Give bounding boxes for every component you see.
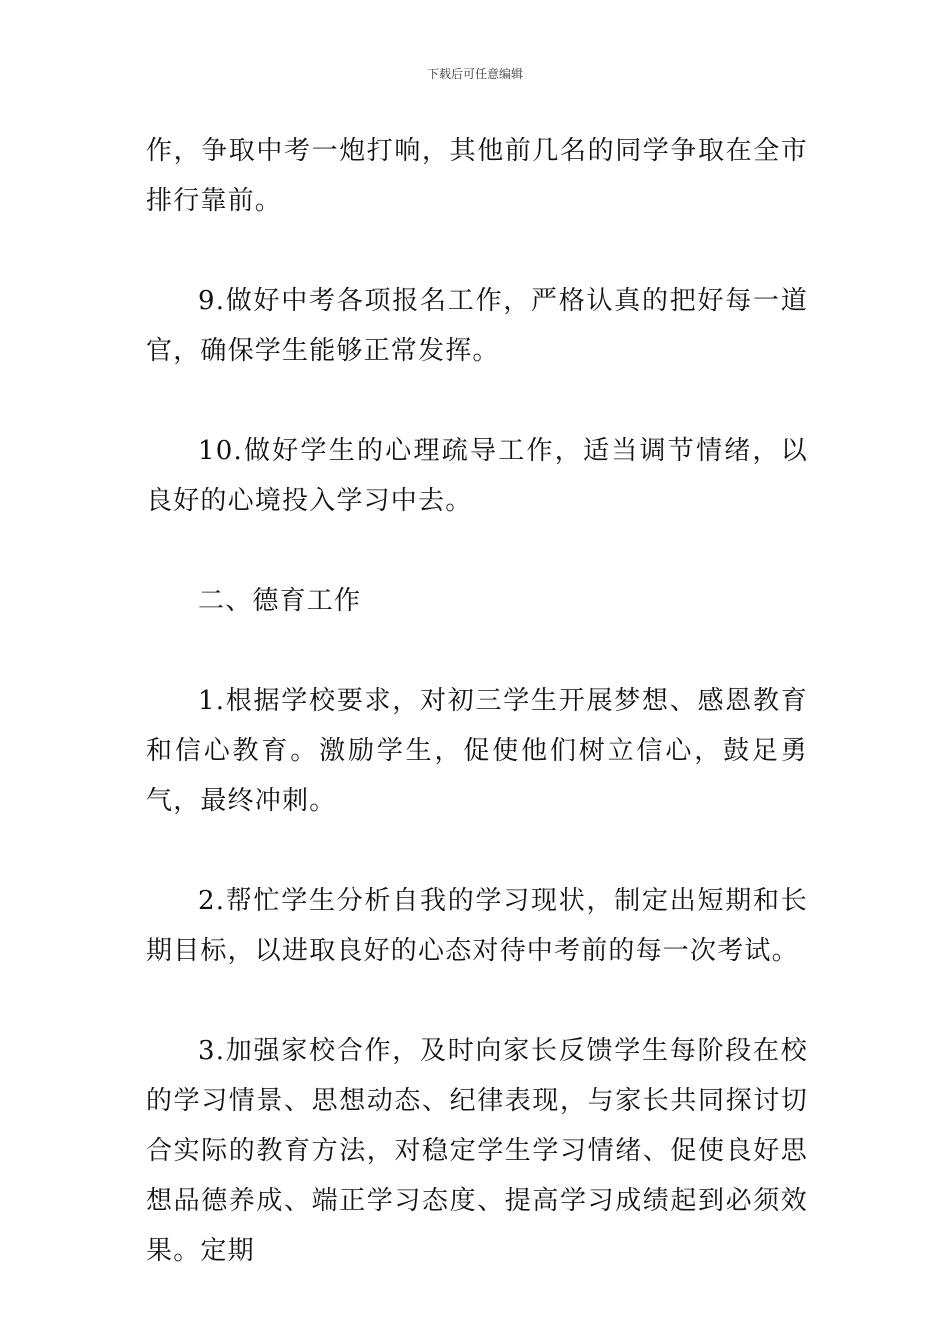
paragraph-moral-item-2: 2.帮忙学生分析自我的学习现状，制定出短期和长期目标，以进取良好的心态对待中考前的每一次考试。 [146, 886, 808, 966]
paragraph-moral-item-1: 1.根据学校要求，对初三学生开展梦想、感恩教育和信心教育。激励学生，促使他们树立信心，鼓足勇气，最终冲刺。 [146, 686, 808, 816]
paragraph-item-9: 9.做好中考各项报名工作，严格认真的把好每一道官，确保学生能够正常发挥。 [146, 286, 808, 366]
document-body [146, 126, 808, 1276]
paragraph-moral-item-3: 3.加强家校合作，及时向家长反馈学生每阶段在校的学习情景、思想动态、纪律表现，与家长共同探讨切合实际的教育方法，对稳定学生学习情绪、促使良好思想品德养成、端正学习态度、提高学习成绩起到必须效果。定期 [146, 1036, 808, 1266]
paragraph-continuation: 作，争取中考一炮打响，其他前几名的同学争取在全市排行靠前。 [146, 136, 808, 216]
paragraph-item-10: 10.做好学生的心理疏导工作，适当调节情绪，以良好的心境投入学习中去。 [146, 436, 808, 516]
section-heading-moral-education: 二、德育工作 [198, 586, 362, 616]
page-header-note: 下载后可任意编辑 [426, 67, 523, 81]
